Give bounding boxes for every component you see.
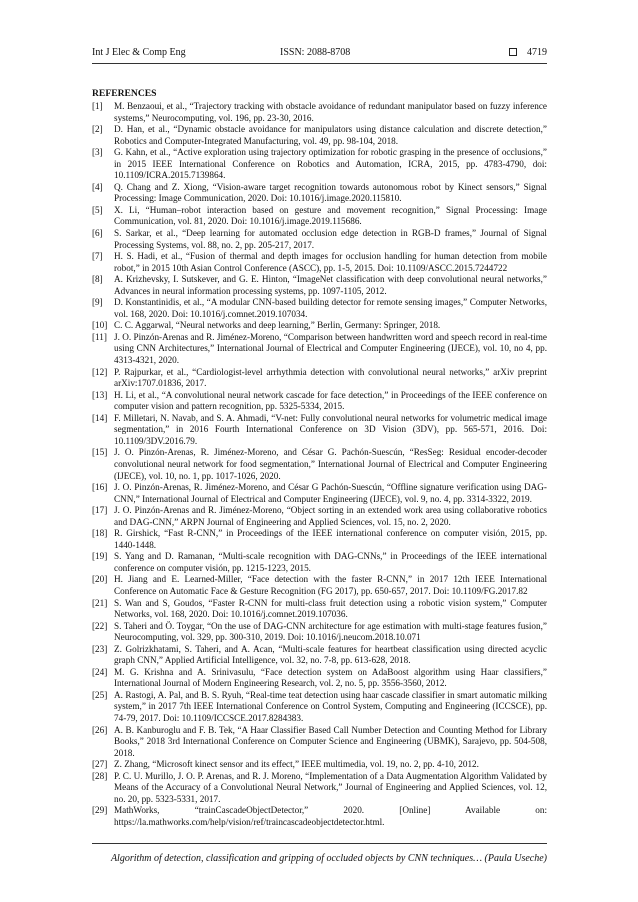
reference-number: [26]	[92, 724, 108, 735]
reference-number: [10]	[92, 320, 108, 331]
reference-number: [20]	[92, 574, 108, 585]
reference-number: [1]	[92, 101, 103, 111]
footer-rule	[92, 843, 547, 844]
reference-item	[92, 367, 547, 390]
reference-text: J. O. Pinzón-Arenas, R. Jiménez-Moreno, and César G. Pachón-Suescún, “ResSeg: Residual encoder-decoder convolutional neural network for food segmentation,” International Journal of Electrical and Computer Engineering (IJECE), vol. 10, no. 1, pp. 1017-1026, 2020.	[114, 447, 547, 481]
reference-text: J. O. Pinzón-Arenas and R. Jiménez-Moreno, “Object sorting in an extended work area using collaborative robotics and DAG-CNN,” ARPN Journal of Engineering and Applied Sciences, vol. 15, no. 2, 2020.	[114, 505, 547, 527]
running-footer: Algorithm of detection, classification and gripping of occluded objects by CNN techniques… (Paula Useche)	[110, 853, 547, 864]
reference-number: [6]	[92, 228, 103, 239]
reference-text: P. Rajpurkar, et al., “Cardiologist-level arrhythmia detection with convolutional neural networks,” arXiv preprint arXiv:1707.01836, 2017.	[114, 366, 547, 389]
reference-number: [28]	[92, 770, 108, 781]
reference-number: [21]	[92, 597, 108, 608]
reference-item	[92, 390, 547, 413]
reference-number: [18]	[92, 528, 108, 539]
reference-item	[92, 320, 547, 332]
reference-text: H. Li, et al., “A convolutional neural network cascade for face detection,” in Proceedings of the IEEE conference on computer vision and pattern recognition, pp. 5325-5334, 2015.	[114, 389, 547, 412]
reference-text: MathWorks, “trainCascadeObjectDetector,” 2020. [Online] Available on: https://la.mathworks.com/help/vision/ref/traincascadeobjectdetector.html.	[114, 805, 547, 827]
reference-item	[92, 505, 547, 528]
reference-text: H. S. Hadi, et al., “Fusion of thermal and depth images for occlusion handling for human detection from mobile robot,” in 2015 10th Asian Control Conference (ASCC), pp. 1-5, 2015. Doi: 10.1109/ASCC.2015.7244722	[114, 251, 547, 273]
reference-number: [16]	[92, 482, 108, 493]
reference-item	[92, 644, 547, 667]
reference-item	[92, 228, 547, 251]
reference-text: F. Milletari, N. Navab, and S. A. Ahmadi, “V-net: Fully convolutional neural networks for volumetric medical image segmentation,” in 2016 Fourth International Conference on 3D Vision (3DV), pp. 565-571, 2016. Doi: 10.1109/3DV.2016.79.	[114, 412, 547, 446]
reference-item	[92, 805, 547, 828]
reference-number: [25]	[92, 689, 108, 700]
issn-label: ISSN: 2088-8708	[280, 47, 351, 58]
reference-text: A. Rastogi, A. Pal, and B. S. Ryuh, “Real-time teat detection using haar cascade classifier in smart automatic milking system,” in 2017 7th IEEE International Conference on Control System, Computing and Engineering (ICCSCE), pp. 74-79, 2017. Doi: 10.1109/ICCSCE.2017.8284383.	[114, 689, 547, 723]
reference-number: [24]	[92, 666, 108, 677]
reference-number: [9]	[92, 297, 103, 308]
reference-item	[92, 667, 547, 690]
reference-item	[92, 574, 547, 597]
reference-text: S. Taheri and Ö. Toygar, “On the use of DAG-CNN architecture for age estimation with multi-stage features fusion,” Neurocomputing, vol. 329, pp. 300-310, 2019. Doi: 10.1016/j.neucom.2018.10.071	[114, 620, 547, 643]
reference-item	[92, 621, 547, 644]
reference-item	[92, 332, 547, 367]
section-title: REFERENCES	[92, 88, 157, 99]
reference-number: [4]	[92, 181, 103, 192]
reference-number: [12]	[92, 366, 108, 377]
reference-item	[92, 551, 547, 574]
reference-number: [15]	[92, 447, 108, 458]
reference-text: R. Girshick, “Fast R-CNN,” in Proceedings of the IEEE international conference on computer visión, 2015, pp. 1440-1448.	[114, 528, 547, 550]
reference-text: A. B. Kanburoglu and F. B. Tek, “A Haar Classifier Based Call Number Detection and Counting Method for Library Books,” 2018 3rd International Conference on Computer Science and Engineering (UBMK), Sarajevo, pp. 504-508, 2018.	[114, 724, 547, 758]
reference-text: D. Konstantinidis, et al., “A modular CNN-based building detector for remote sensing images,” Computer Networks, vol. 168, 2020. Doi: 10.1016/j.comnet.2019.107034.	[114, 297, 547, 319]
reference-item	[92, 297, 547, 320]
reference-item	[92, 124, 547, 147]
reference-number: [13]	[92, 389, 108, 400]
checkbox-square-icon	[509, 48, 517, 56]
reference-item	[92, 251, 547, 274]
reference-item	[92, 598, 547, 621]
reference-item	[92, 528, 547, 551]
reference-item	[92, 182, 547, 205]
reference-number: [11]	[92, 331, 107, 342]
reference-item	[92, 101, 547, 124]
reference-text: G. Kahn, et al., “Active exploration using trajectory optimization for robotic grasping in the presence of occlusions,” in 2015 IEEE International Conference on Robotics and Automation, ICRA, 2015, pp. 4783-4790, doi: 10.1109/ICRA.2015.7139864.	[114, 147, 547, 181]
reference-item	[92, 205, 547, 228]
reference-number: [23]	[92, 643, 108, 654]
reference-text: S. Yang and D. Ramanan, “Multi-scale recognition with DAG-CNNs,” in Proceedings of the IEEE international conference on computer visión, pp. 1215-1223, 2015.	[114, 551, 547, 573]
reference-text: D. Han, et al., “Dynamic obstacle avoidance for manipulators using distance calculation and discrete detection,” Robotics and Computer-Integrated Manufacturing, vol. 49, pp. 98-104, 2018.	[114, 124, 547, 146]
page-number: 4719	[527, 47, 547, 58]
reference-number: [7]	[92, 251, 103, 262]
reference-list	[92, 101, 547, 828]
reference-item	[92, 771, 547, 806]
header-rule	[92, 63, 547, 64]
reference-number: [14]	[92, 412, 108, 423]
reference-item	[92, 482, 547, 505]
reference-number: [19]	[92, 551, 108, 562]
reference-item	[92, 725, 547, 760]
reference-text: Z. Golrizkhatami, S. Taheri, and A. Acan, “Multi-scale features for heartbeat classification using directed acyclic graph CNN,” Applied Artificial Intelligence, vol. 32, no. 7-8, pp. 613-628, 2018.	[114, 643, 547, 666]
reference-text: J. O. Pinzón-Arenas and R. Jiménez-Moreno, “Comparison between handwritten word and speech record in real-time using CNN Architectures,” International Journal of Electrical and Computer Engineering (IJECE), vol. 10, no 4, pp. 4313-4321, 2020.	[114, 331, 547, 366]
reference-number: [2]	[92, 124, 103, 135]
reference-number: [17]	[92, 505, 108, 516]
reference-text: M. Benzaoui, et al., “Trajectory tracking with obstacle avoidance of redundant manipulator based on fuzzy inference systems,” Neurocomputing, vol. 196, pp. 23-30, 2016.	[114, 101, 547, 123]
reference-item	[92, 447, 547, 482]
reference-text: A. Krizhevsky, I. Sutskever, and G. E. Hinton, “ImageNet classification with deep convolutional neural networks,” Advances in neural information processing systems, pp. 1097-1105, 2012.	[114, 274, 547, 296]
running-header	[92, 46, 547, 60]
reference-number: [27]	[92, 759, 108, 770]
reference-item	[92, 147, 547, 182]
reference-text: H. Jiang and E. Learned-Miller, “Face detection with the faster R-CNN,” in 2017 12th IEEE International Conference on Automatic Face & Gesture Recognition (FG 2017), pp. 650-657, 2017. Doi: 10.1109/FG.2017.82	[114, 574, 547, 596]
reference-text: Z. Zhang, “Microsoft kinect sensor and its effect,” IEEE multimedia, vol. 19, no. 2, pp. 4-10, 2012.	[114, 759, 479, 770]
reference-item	[92, 413, 547, 448]
reference-number: [22]	[92, 620, 108, 631]
reference-text: C. C. Aggarwal, “Neural networks and deep learning,” Berlin, Germany: Springer, 2018.	[114, 320, 441, 331]
reference-text: M. G. Krishna and A. Srinivasulu, “Face detection system on AdaBoost algorithm using Haar classifiers,” International Journal of Modern Engineering Research, vol. 2, no. 5, pp. 3556-3560, 2012.	[114, 666, 547, 689]
reference-item	[92, 274, 547, 297]
reference-number: [5]	[92, 204, 103, 215]
reference-text: J. O. Pinzón-Arenas, R. Jiménez-Moreno, and César G Pachón-Suescún, “Offline signature verification using DAG-CNN,” International Journal of Electrical and Computer Engineering (IJECE), vol. 9, no. 4, pp. 3314-3322, 2019.	[114, 482, 547, 504]
reference-text: P. C. U. Murillo, J. O. P. Arenas, and R. J. Moreno, “Implementation of a Data Augmentation Algorithm Validated by Means of the Accuracy of a Convolutional Neural Network,” Journal of Engineering and Applied Sciences, vol. 12, no. 20, pp. 5323-5331, 2017.	[114, 770, 547, 804]
reference-text: S. Sarkar, et al., “Deep learning for automated occlusion edge detection in RGB-D frames,” Journal of Signal Processing Systems, vol. 88, no. 2, pp. 205-217, 2017.	[114, 228, 547, 250]
reference-text: Q. Chang and Z. Xiong, “Vision-aware target recognition towards autonomous robot by Kinect sensors,” Signal Processing: Image Communication, 2020. Doi: 10.1016/j.image.2020.115810.	[114, 181, 547, 204]
reference-text: X. Li, “Human–robot interaction based on gesture and movement recognition,” Signal Processing: Image Communication, vol. 81, 2020. Doi: 10.1016/j.image.2019.115686.	[114, 204, 547, 227]
journal-abbrev: Int J Elec & Comp Eng	[92, 47, 186, 58]
reference-item	[92, 759, 547, 771]
reference-text: S. Wan and S, Goudos, “Faster R-CNN for multi-class fruit detection using a robotic vision system,” Computer Networks, vol. 168, 2020. Doi: 10.1016/j.comnet.2019.107036.	[114, 597, 547, 620]
reference-number: [8]	[92, 274, 103, 285]
reference-number: [3]	[92, 147, 103, 158]
reference-item	[92, 690, 547, 725]
reference-number: [29]	[92, 805, 108, 816]
